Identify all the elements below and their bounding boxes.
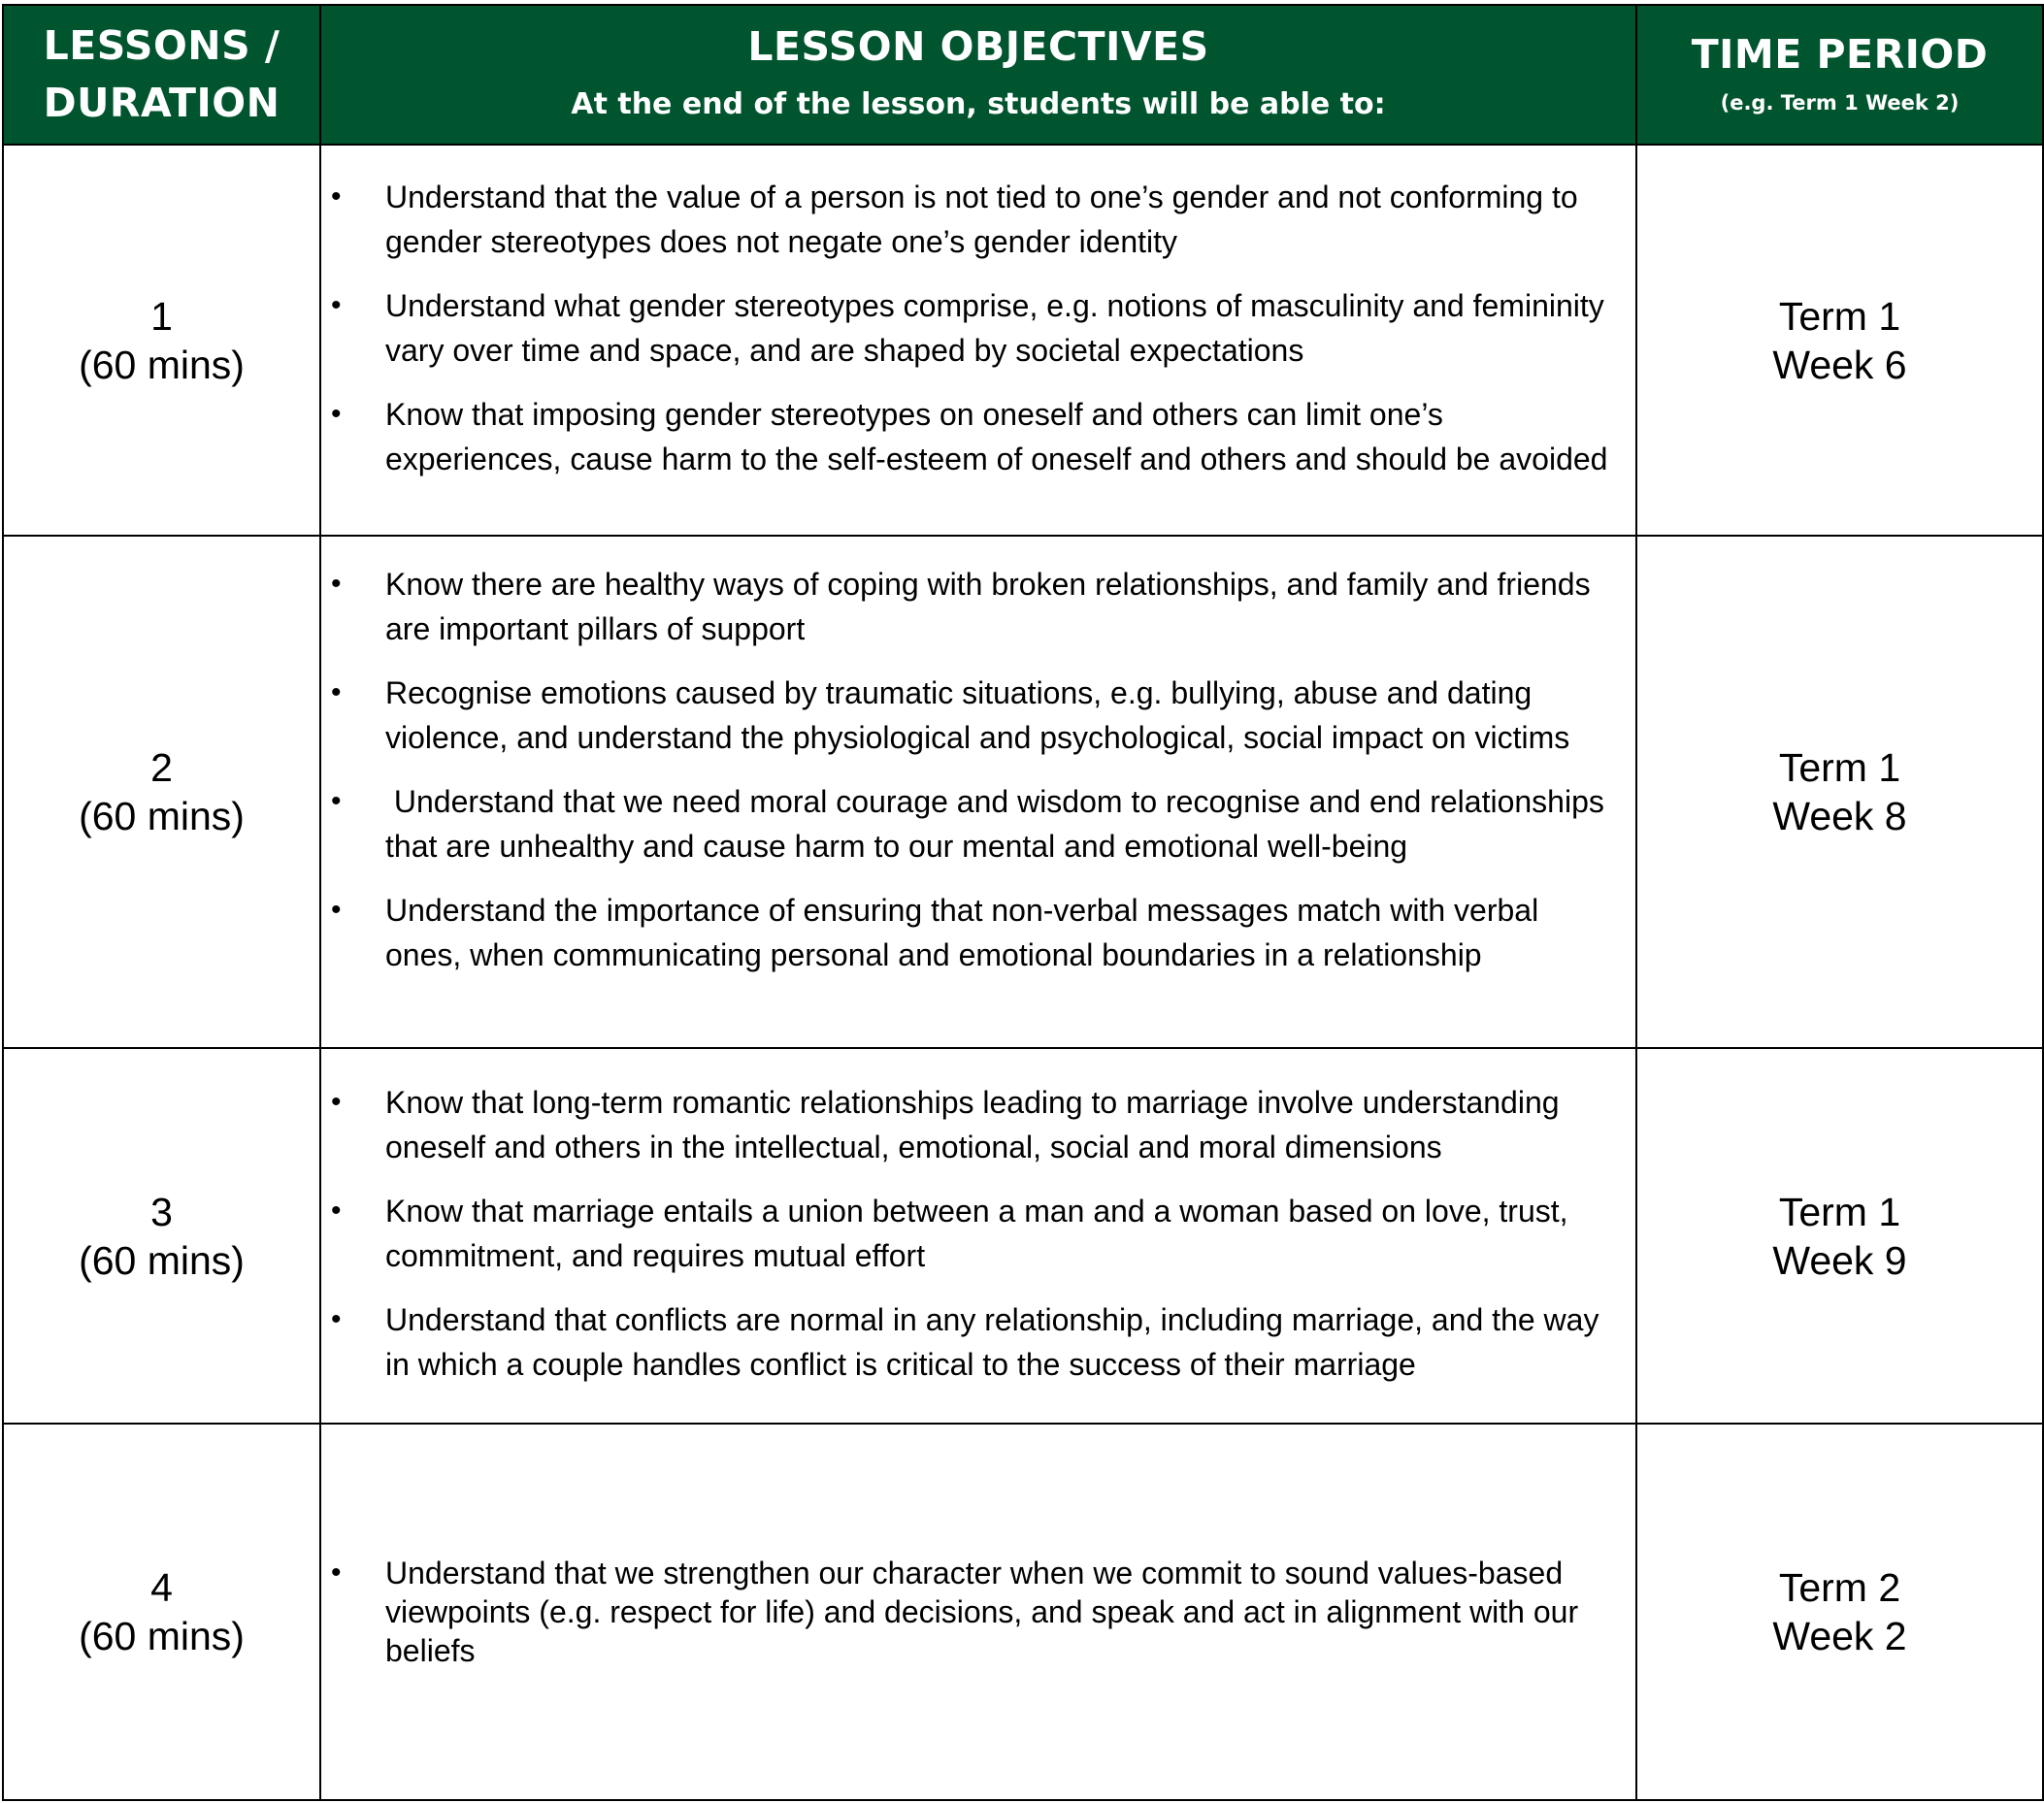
lesson-duration: (60 mins)	[79, 1237, 245, 1283]
table-header	[3, 5, 2043, 145]
list-item	[321, 392, 1622, 481]
objectives-cell	[320, 1424, 1636, 1800]
lesson-cell	[3, 1424, 320, 1800]
header-row	[3, 5, 2043, 145]
bullet-icon: •	[331, 398, 342, 430]
header-lessons-line2: DURATION	[43, 80, 280, 126]
objective-text: Know that long-term romantic relationships leading to marriage involve understanding oneself and others in the intellectual, emotional, social and moral dimensions	[385, 1085, 1560, 1164]
header-time-subtitle: (e.g. Term 1 Week 2)	[1720, 91, 1960, 115]
objective-text: Understand that the value of a person is not tied to one’s gender and not conforming to gender stereotypes does not negate one’s gender identity	[385, 180, 1578, 259]
header-lessons-duration	[3, 5, 320, 145]
lesson-duration: (60 mins)	[79, 794, 245, 838]
list-item	[321, 779, 1622, 869]
time-period-cell	[1636, 145, 2043, 536]
bullet-icon: •	[331, 289, 342, 321]
objective-text: Understand the importance of ensuring that non-verbal messages match with verbal ones, when communicating personal and emotional boundaries in a relationship	[385, 893, 1539, 972]
objectives-list	[321, 562, 1635, 977]
objective-text: Understand what gender stereotypes comprise, e.g. notions of masculinity and femininity vary over time and space, and are shaped by societal expectations	[385, 288, 1604, 368]
header-objectives-title: LESSON OBJECTIVES	[747, 23, 1209, 70]
list-item	[321, 1080, 1622, 1169]
bullet-icon: •	[331, 676, 342, 708]
time-period-cell	[1636, 536, 2043, 1048]
bullet-icon: •	[331, 785, 342, 817]
time-week: Week 6	[1772, 342, 1907, 387]
lesson-cell	[3, 1048, 320, 1424]
list-item	[321, 1554, 1622, 1670]
list-item	[321, 888, 1622, 977]
list-item	[321, 283, 1622, 373]
objective-text: Understand that conflicts are normal in any relationship, including marriage, and the way in which a couple handles conflict is critical to the success of their marriage	[385, 1302, 1599, 1382]
objective-text: Know that imposing gender stereotypes on oneself and others can limit one’s experiences, cause harm to the self-esteem of oneself and others and should be avoided	[385, 397, 1608, 476]
list-item	[321, 562, 1622, 651]
lesson-number: 4	[150, 1565, 173, 1610]
objectives-cell	[320, 536, 1636, 1048]
objective-text: Understand that we strengthen our character when we commit to sound values-based viewpoints (e.g. respect for life) and decisions, and speak and act in alignment with our beliefs	[385, 1556, 1579, 1668]
table-row	[3, 145, 2043, 536]
header-lesson-objectives	[320, 5, 1636, 145]
objective-text: Know there are healthy ways of coping with broken relationships, and family and friends are important pillars of support	[385, 567, 1591, 646]
header-objectives-subtitle: At the end of the lesson, students will be able to:	[571, 87, 1386, 121]
objectives-cell	[320, 1048, 1636, 1424]
lesson-plan-table	[2, 4, 2044, 1801]
objective-text: Know that marriage entails a union between a man and a woman based on love, trust, commitment, and requires mutual effort	[385, 1194, 1568, 1273]
header-lessons-line1: LESSONS /	[43, 22, 280, 69]
bullet-icon: •	[331, 1086, 342, 1118]
time-term: Term 1	[1778, 745, 1901, 790]
time-term: Term 2	[1778, 1565, 1901, 1610]
bullet-icon: •	[331, 1195, 342, 1227]
lesson-cell	[3, 145, 320, 536]
list-item	[321, 1189, 1622, 1278]
list-item	[321, 671, 1622, 760]
table-row	[3, 536, 2043, 1048]
table-body	[3, 145, 2043, 1800]
bullet-icon: •	[331, 1557, 342, 1589]
bullet-icon: •	[331, 1303, 342, 1335]
lesson-cell	[3, 536, 320, 1048]
lesson-duration: (60 mins)	[79, 342, 245, 387]
time-term: Term 1	[1778, 1189, 1901, 1234]
time-week: Week 8	[1772, 794, 1907, 838]
lesson-number: 1	[150, 293, 173, 339]
header-time-title: TIME PERIOD	[1691, 31, 1989, 78]
objectives-list	[321, 175, 1635, 481]
lesson-number: 3	[150, 1189, 173, 1234]
list-item	[321, 175, 1622, 264]
objectives-list	[321, 1554, 1635, 1670]
bullet-icon: •	[331, 894, 342, 926]
objective-text: Understand that we need moral courage and wisdom to recognise and end relationships that are unhealthy and cause harm to our mental and emotional well-being	[385, 784, 1613, 864]
objectives-cell	[320, 145, 1636, 536]
lesson-duration: (60 mins)	[79, 1614, 245, 1658]
time-week: Week 2	[1772, 1614, 1907, 1658]
time-term: Term 1	[1778, 293, 1901, 339]
bullet-icon: •	[331, 568, 342, 600]
time-period-cell	[1636, 1424, 2043, 1800]
table-row	[3, 1424, 2043, 1800]
bullet-icon: •	[331, 180, 342, 213]
objective-text: Recognise emotions caused by traumatic situations, e.g. bullying, abuse and dating violence, and understand the physiological and psychological, social impact on victims	[385, 675, 1570, 755]
table-row	[3, 1048, 2043, 1424]
time-week: Week 9	[1772, 1237, 1907, 1283]
header-time-period	[1636, 5, 2043, 145]
time-period-cell	[1636, 1048, 2043, 1424]
list-item	[321, 1297, 1622, 1387]
objectives-list	[321, 1080, 1635, 1387]
lesson-number: 2	[150, 745, 173, 790]
